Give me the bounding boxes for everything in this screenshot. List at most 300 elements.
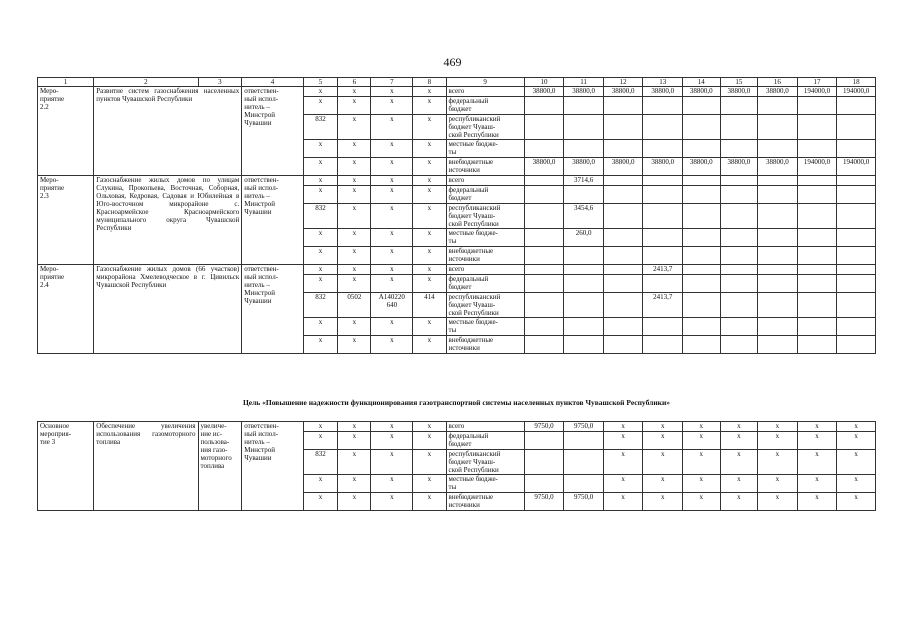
table-cell <box>797 293 837 318</box>
table-cell <box>758 204 798 229</box>
table-cell: x <box>413 475 446 493</box>
table-cell: x <box>720 475 758 493</box>
table-cell <box>603 247 643 265</box>
table-cell <box>524 204 564 229</box>
table-cell <box>564 265 604 275</box>
funding-source: всего <box>446 176 524 186</box>
table-cell <box>837 265 876 275</box>
table-cell <box>524 229 564 247</box>
table-cell: x <box>371 229 413 247</box>
table-cell <box>603 97 643 115</box>
table-cell: x <box>413 158 446 176</box>
table-cell <box>797 247 837 265</box>
table-cell <box>564 293 604 318</box>
funding-source: местные бюдже- ты <box>446 140 524 158</box>
table-cell: x <box>758 450 798 475</box>
table-cell: 832 <box>303 450 337 475</box>
table-cell: x <box>338 158 371 176</box>
table-cell: x <box>413 422 446 432</box>
table-cell <box>797 176 837 186</box>
table-cell <box>643 140 683 158</box>
table-cell: x <box>338 475 371 493</box>
funding-source: местные бюдже- ты <box>446 475 524 493</box>
table-cell <box>643 275 683 293</box>
table-cell <box>524 293 564 318</box>
table-cell: x <box>338 204 371 229</box>
table-cell <box>564 140 604 158</box>
table-cell: x <box>797 475 837 493</box>
table-cell: x <box>303 275 337 293</box>
activity-description: Газоснабжение жилых домов по улицам Слукина, Прокопьева, Восточная, Соборная, Ольховая, Кедровая, Садовая и Юбилейная в Юго-восточном микрорайоне с. Красноармейское Красноармейского муниципального округа Чувашской Республики <box>94 176 242 265</box>
table-cell <box>564 247 604 265</box>
funding-source: всего <box>446 87 524 97</box>
table-cell: A140220 640 <box>371 293 413 318</box>
table-cell: 194000,0 <box>797 87 837 97</box>
table-cell <box>643 204 683 229</box>
table-cell: x <box>338 422 371 432</box>
header-cell: 7 <box>371 78 413 87</box>
table-cell: x <box>303 432 337 450</box>
header-cell: 1 <box>38 78 94 87</box>
table-cell <box>720 265 758 275</box>
table-cell <box>797 229 837 247</box>
activity-description: Газоснабжение жилых домов (66 участков) микрорайона Хмелеводческое в г. Цивильск Чувашской Республики <box>94 265 242 354</box>
table-cell: 38800,0 <box>720 158 758 176</box>
table-cell: x <box>683 450 721 475</box>
table-cell <box>524 265 564 275</box>
table-cell: x <box>371 432 413 450</box>
table-cell: x <box>371 158 413 176</box>
funding-source: республиканский бюджет Чуваш- ской Республики <box>446 450 524 475</box>
table-cell <box>643 186 683 204</box>
table-cell <box>720 336 758 354</box>
table-cell: 3714,6 <box>564 176 604 186</box>
table-cell: x <box>720 493 758 511</box>
table-cell <box>758 293 798 318</box>
table-cell <box>720 275 758 293</box>
table-cell <box>797 204 837 229</box>
table-cell: 2413,7 <box>643 293 683 318</box>
table-cell <box>683 204 721 229</box>
table-cell: 414 <box>413 293 446 318</box>
table-cell <box>643 336 683 354</box>
table-cell: 9750,0 <box>564 422 604 432</box>
table-cell: x <box>338 247 371 265</box>
table-cell <box>797 97 837 115</box>
table-cell: x <box>797 422 837 432</box>
table-cell <box>603 204 643 229</box>
table-cell: x <box>338 186 371 204</box>
table-cell <box>524 97 564 115</box>
table-cell <box>837 204 876 229</box>
table-cell: x <box>643 493 683 511</box>
table-cell <box>524 475 564 493</box>
header-cell: 16 <box>758 78 798 87</box>
table-cell <box>758 229 798 247</box>
table-cell: x <box>413 140 446 158</box>
table-cell <box>720 115 758 140</box>
table-cell <box>524 176 564 186</box>
table-cell: x <box>643 475 683 493</box>
table-cell: x <box>413 450 446 475</box>
table-cell <box>720 229 758 247</box>
table-cell: x <box>303 186 337 204</box>
header-cell: 14 <box>683 78 721 87</box>
table-cell <box>524 247 564 265</box>
activity-description: Развитие систем газоснабжения населенных пунктов Чувашской Республики <box>94 87 242 176</box>
table-cell: x <box>413 204 446 229</box>
table-cell: x <box>603 493 643 511</box>
table-cell: 3454,6 <box>564 204 604 229</box>
table-cell: x <box>837 432 876 450</box>
table-cell: x <box>303 318 337 336</box>
table-cell: x <box>371 336 413 354</box>
table-cell: x <box>837 450 876 475</box>
header-cell: 6 <box>338 78 371 87</box>
table-cell: x <box>338 275 371 293</box>
responsible-executor: ответствен- ный испол- нитель – Минстрой Чувашии <box>242 422 303 511</box>
table-cell: 38800,0 <box>720 87 758 97</box>
table-cell: 38800,0 <box>683 87 721 97</box>
table-cell: x <box>371 176 413 186</box>
table-cell: x <box>413 265 446 275</box>
table-cell <box>564 432 604 450</box>
table-cell: x <box>413 229 446 247</box>
table-cell <box>603 318 643 336</box>
table-cell: x <box>643 432 683 450</box>
table-cell <box>758 318 798 336</box>
table-cell: x <box>837 475 876 493</box>
table-cell: x <box>338 87 371 97</box>
table-cell: x <box>371 275 413 293</box>
activity-description: Обеспечение увеличения использования газомоторного топлива <box>94 422 198 511</box>
table-cell <box>683 229 721 247</box>
table-cell: x <box>371 493 413 511</box>
table-cell: x <box>338 336 371 354</box>
header-cell: 10 <box>524 78 564 87</box>
table-cell <box>603 186 643 204</box>
table-cell <box>683 265 721 275</box>
table-cell: x <box>338 229 371 247</box>
table-cell: x <box>338 450 371 475</box>
table-cell: 38800,0 <box>643 158 683 176</box>
table-cell <box>758 176 798 186</box>
funding-source: федеральный бюджет <box>446 275 524 293</box>
table-cell <box>797 186 837 204</box>
table-cell <box>683 336 721 354</box>
table-cell: x <box>303 140 337 158</box>
table-cell: x <box>797 493 837 511</box>
table-cell: x <box>413 115 446 140</box>
responsible-executor: ответствен- ный испол- нитель – Минстрой Чувашии <box>242 87 303 176</box>
table-cell <box>683 275 721 293</box>
table-cell <box>797 336 837 354</box>
table-cell <box>720 293 758 318</box>
table-cell <box>797 115 837 140</box>
table-cell <box>643 229 683 247</box>
table-row <box>38 176 876 186</box>
table-cell: x <box>837 422 876 432</box>
header-cell: 17 <box>797 78 837 87</box>
table-cell <box>603 140 643 158</box>
funding-source: республиканский бюджет Чуваш- ской Республики <box>446 204 524 229</box>
table-cell: x <box>797 450 837 475</box>
program-table <box>37 77 876 354</box>
table-cell: x <box>371 140 413 158</box>
table-cell <box>603 265 643 275</box>
table-cell: x <box>338 265 371 275</box>
table-cell <box>797 275 837 293</box>
header-cell: 5 <box>303 78 337 87</box>
table-cell: 832 <box>303 204 337 229</box>
table-cell <box>720 140 758 158</box>
table-cell <box>720 176 758 186</box>
funding-source: федеральный бюджет <box>446 432 524 450</box>
table-cell: x <box>758 422 798 432</box>
table-cell <box>524 450 564 475</box>
activity-number: Меро- приятие 2.4 <box>38 265 94 354</box>
funding-source: внебюджетные источники <box>446 493 524 511</box>
table-cell: 194000,0 <box>837 158 876 176</box>
table-cell: x <box>371 115 413 140</box>
table-cell <box>564 336 604 354</box>
table-cell: x <box>413 318 446 336</box>
funding-source: внебюджетные источники <box>446 247 524 265</box>
header-cell: 9 <box>446 78 524 87</box>
table-cell <box>797 140 837 158</box>
header-cell: 3 <box>198 78 242 87</box>
table-cell: x <box>371 450 413 475</box>
table-cell: 38800,0 <box>524 158 564 176</box>
goal-title: Цель «Повышение надежности функционирования газотранспортной системы населенных пунктов Чувашской Республики» <box>242 398 671 407</box>
table-cell <box>564 186 604 204</box>
table-cell: 38800,0 <box>564 87 604 97</box>
table-cell: 260,0 <box>564 229 604 247</box>
activity-number: Меро- приятие 2.2 <box>38 87 94 176</box>
table-cell <box>758 140 798 158</box>
table-cell: x <box>683 493 721 511</box>
table-cell <box>797 318 837 336</box>
activity-number: Основное мероприя- тие 3 <box>38 422 94 511</box>
table-cell <box>603 293 643 318</box>
table-cell: x <box>683 432 721 450</box>
table-cell <box>683 140 721 158</box>
table-cell <box>758 115 798 140</box>
table-cell <box>837 336 876 354</box>
table-cell <box>524 140 564 158</box>
table-cell <box>837 275 876 293</box>
table-cell <box>643 115 683 140</box>
table-cell <box>564 115 604 140</box>
table-cell <box>603 115 643 140</box>
table-cell <box>603 229 643 247</box>
table-cell: 38800,0 <box>643 87 683 97</box>
table-cell: x <box>303 158 337 176</box>
funding-source: республиканский бюджет Чуваш- ской Республики <box>446 293 524 318</box>
table-cell: x <box>758 493 798 511</box>
table-cell: 38800,0 <box>758 158 798 176</box>
table-cell <box>758 265 798 275</box>
table-cell: x <box>603 432 643 450</box>
table-cell: x <box>797 432 837 450</box>
table-cell <box>643 247 683 265</box>
table-cell <box>524 432 564 450</box>
table-cell <box>720 318 758 336</box>
table-cell: 38800,0 <box>603 87 643 97</box>
table-cell: x <box>338 318 371 336</box>
table-cell: x <box>720 432 758 450</box>
table-cell <box>564 97 604 115</box>
table-cell: x <box>413 87 446 97</box>
header-cell: 18 <box>837 78 876 87</box>
table-cell: x <box>303 422 337 432</box>
table-cell <box>837 97 876 115</box>
table-cell <box>758 275 798 293</box>
header-cell: 2 <box>94 78 198 87</box>
table-cell: x <box>338 493 371 511</box>
table-cell <box>683 247 721 265</box>
table-cell <box>758 97 798 115</box>
table-cell <box>564 450 604 475</box>
table-cell: 38800,0 <box>564 158 604 176</box>
funding-source: местные бюдже- ты <box>446 318 524 336</box>
table-cell: x <box>413 493 446 511</box>
table-cell <box>524 115 564 140</box>
responsible-executor: ответствен- ный испол- нитель – Минстрой Чувашии <box>242 265 303 354</box>
table-cell: x <box>371 422 413 432</box>
table-cell <box>837 318 876 336</box>
table-cell: 9750,0 <box>524 493 564 511</box>
header-cell: 13 <box>643 78 683 87</box>
goal-table <box>37 421 876 511</box>
table-cell: x <box>371 265 413 275</box>
table-cell <box>837 115 876 140</box>
table-cell: 194000,0 <box>837 87 876 97</box>
table-cell <box>564 275 604 293</box>
table-cell <box>524 186 564 204</box>
table-cell: x <box>643 422 683 432</box>
header-cell: 4 <box>242 78 303 87</box>
table-cell <box>837 140 876 158</box>
table-cell <box>603 176 643 186</box>
table-cell <box>720 186 758 204</box>
table-cell <box>524 336 564 354</box>
table-cell: x <box>338 432 371 450</box>
table-cell: x <box>303 336 337 354</box>
table-cell: 832 <box>303 115 337 140</box>
funding-source: всего <box>446 422 524 432</box>
header-cell: 11 <box>564 78 604 87</box>
header-cell: 15 <box>720 78 758 87</box>
table-cell <box>797 265 837 275</box>
funding-source: внебюджетные источники <box>446 336 524 354</box>
table-cell: 2413,7 <box>643 265 683 275</box>
table-cell <box>837 176 876 186</box>
table-cell <box>603 336 643 354</box>
header-cell: 8 <box>413 78 446 87</box>
table-cell <box>524 318 564 336</box>
table-cell: x <box>303 475 337 493</box>
table-cell: x <box>371 97 413 115</box>
table-cell <box>603 275 643 293</box>
table-cell: x <box>371 247 413 265</box>
table-cell <box>683 318 721 336</box>
table-cell <box>683 186 721 204</box>
header-cell: 12 <box>603 78 643 87</box>
table-cell: 38800,0 <box>603 158 643 176</box>
table-cell: x <box>413 186 446 204</box>
funding-source: внебюджетные источники <box>446 158 524 176</box>
table-cell: x <box>683 475 721 493</box>
table-cell <box>837 229 876 247</box>
table-cell: 38800,0 <box>683 158 721 176</box>
table-cell: x <box>603 475 643 493</box>
table-cell: 9750,0 <box>564 493 604 511</box>
table-cell: x <box>371 475 413 493</box>
table-cell: 0502 <box>338 293 371 318</box>
table-cell: x <box>303 247 337 265</box>
activity-number: Меро- приятие 2.3 <box>38 176 94 265</box>
table-cell <box>837 293 876 318</box>
funding-source: местные бюдже- ты <box>446 229 524 247</box>
table-cell: x <box>413 247 446 265</box>
table-cell: 38800,0 <box>758 87 798 97</box>
table-cell: x <box>338 176 371 186</box>
table-cell <box>758 336 798 354</box>
table-cell <box>683 115 721 140</box>
table-cell <box>758 247 798 265</box>
table-cell: x <box>603 422 643 432</box>
table-cell: x <box>683 422 721 432</box>
responsible-executor: ответствен- ный испол- нитель – Минстрой Чувашии <box>242 176 303 265</box>
table-cell: x <box>603 450 643 475</box>
table-cell <box>564 318 604 336</box>
table-cell <box>720 247 758 265</box>
table-cell: x <box>338 115 371 140</box>
table-row <box>38 265 876 275</box>
table-cell <box>683 293 721 318</box>
funding-source: федеральный бюджет <box>446 97 524 115</box>
table-cell: x <box>303 265 337 275</box>
table-cell <box>643 176 683 186</box>
table-cell <box>643 318 683 336</box>
table-cell: 9750,0 <box>524 422 564 432</box>
table-cell: x <box>338 97 371 115</box>
table-cell: x <box>758 475 798 493</box>
table-cell: 194000,0 <box>797 158 837 176</box>
table-cell: x <box>303 229 337 247</box>
table-cell <box>758 186 798 204</box>
table-cell: x <box>837 493 876 511</box>
table-cell <box>564 475 604 493</box>
table-cell: x <box>758 432 798 450</box>
table-cell: x <box>413 97 446 115</box>
table-cell <box>837 247 876 265</box>
funding-source: всего <box>446 265 524 275</box>
table-cell: x <box>413 432 446 450</box>
activity-indicator: увеличе- ние ис- пользова- ния газо- моторного топлива <box>198 422 242 511</box>
table-cell <box>683 176 721 186</box>
table-cell <box>524 275 564 293</box>
table-cell <box>837 186 876 204</box>
table-cell: x <box>303 493 337 511</box>
funding-source: республиканский бюджет Чуваш- ской Республики <box>446 115 524 140</box>
table-cell <box>720 97 758 115</box>
table-cell: x <box>371 204 413 229</box>
table-cell: x <box>303 87 337 97</box>
table-cell: x <box>720 450 758 475</box>
table-cell: x <box>303 176 337 186</box>
